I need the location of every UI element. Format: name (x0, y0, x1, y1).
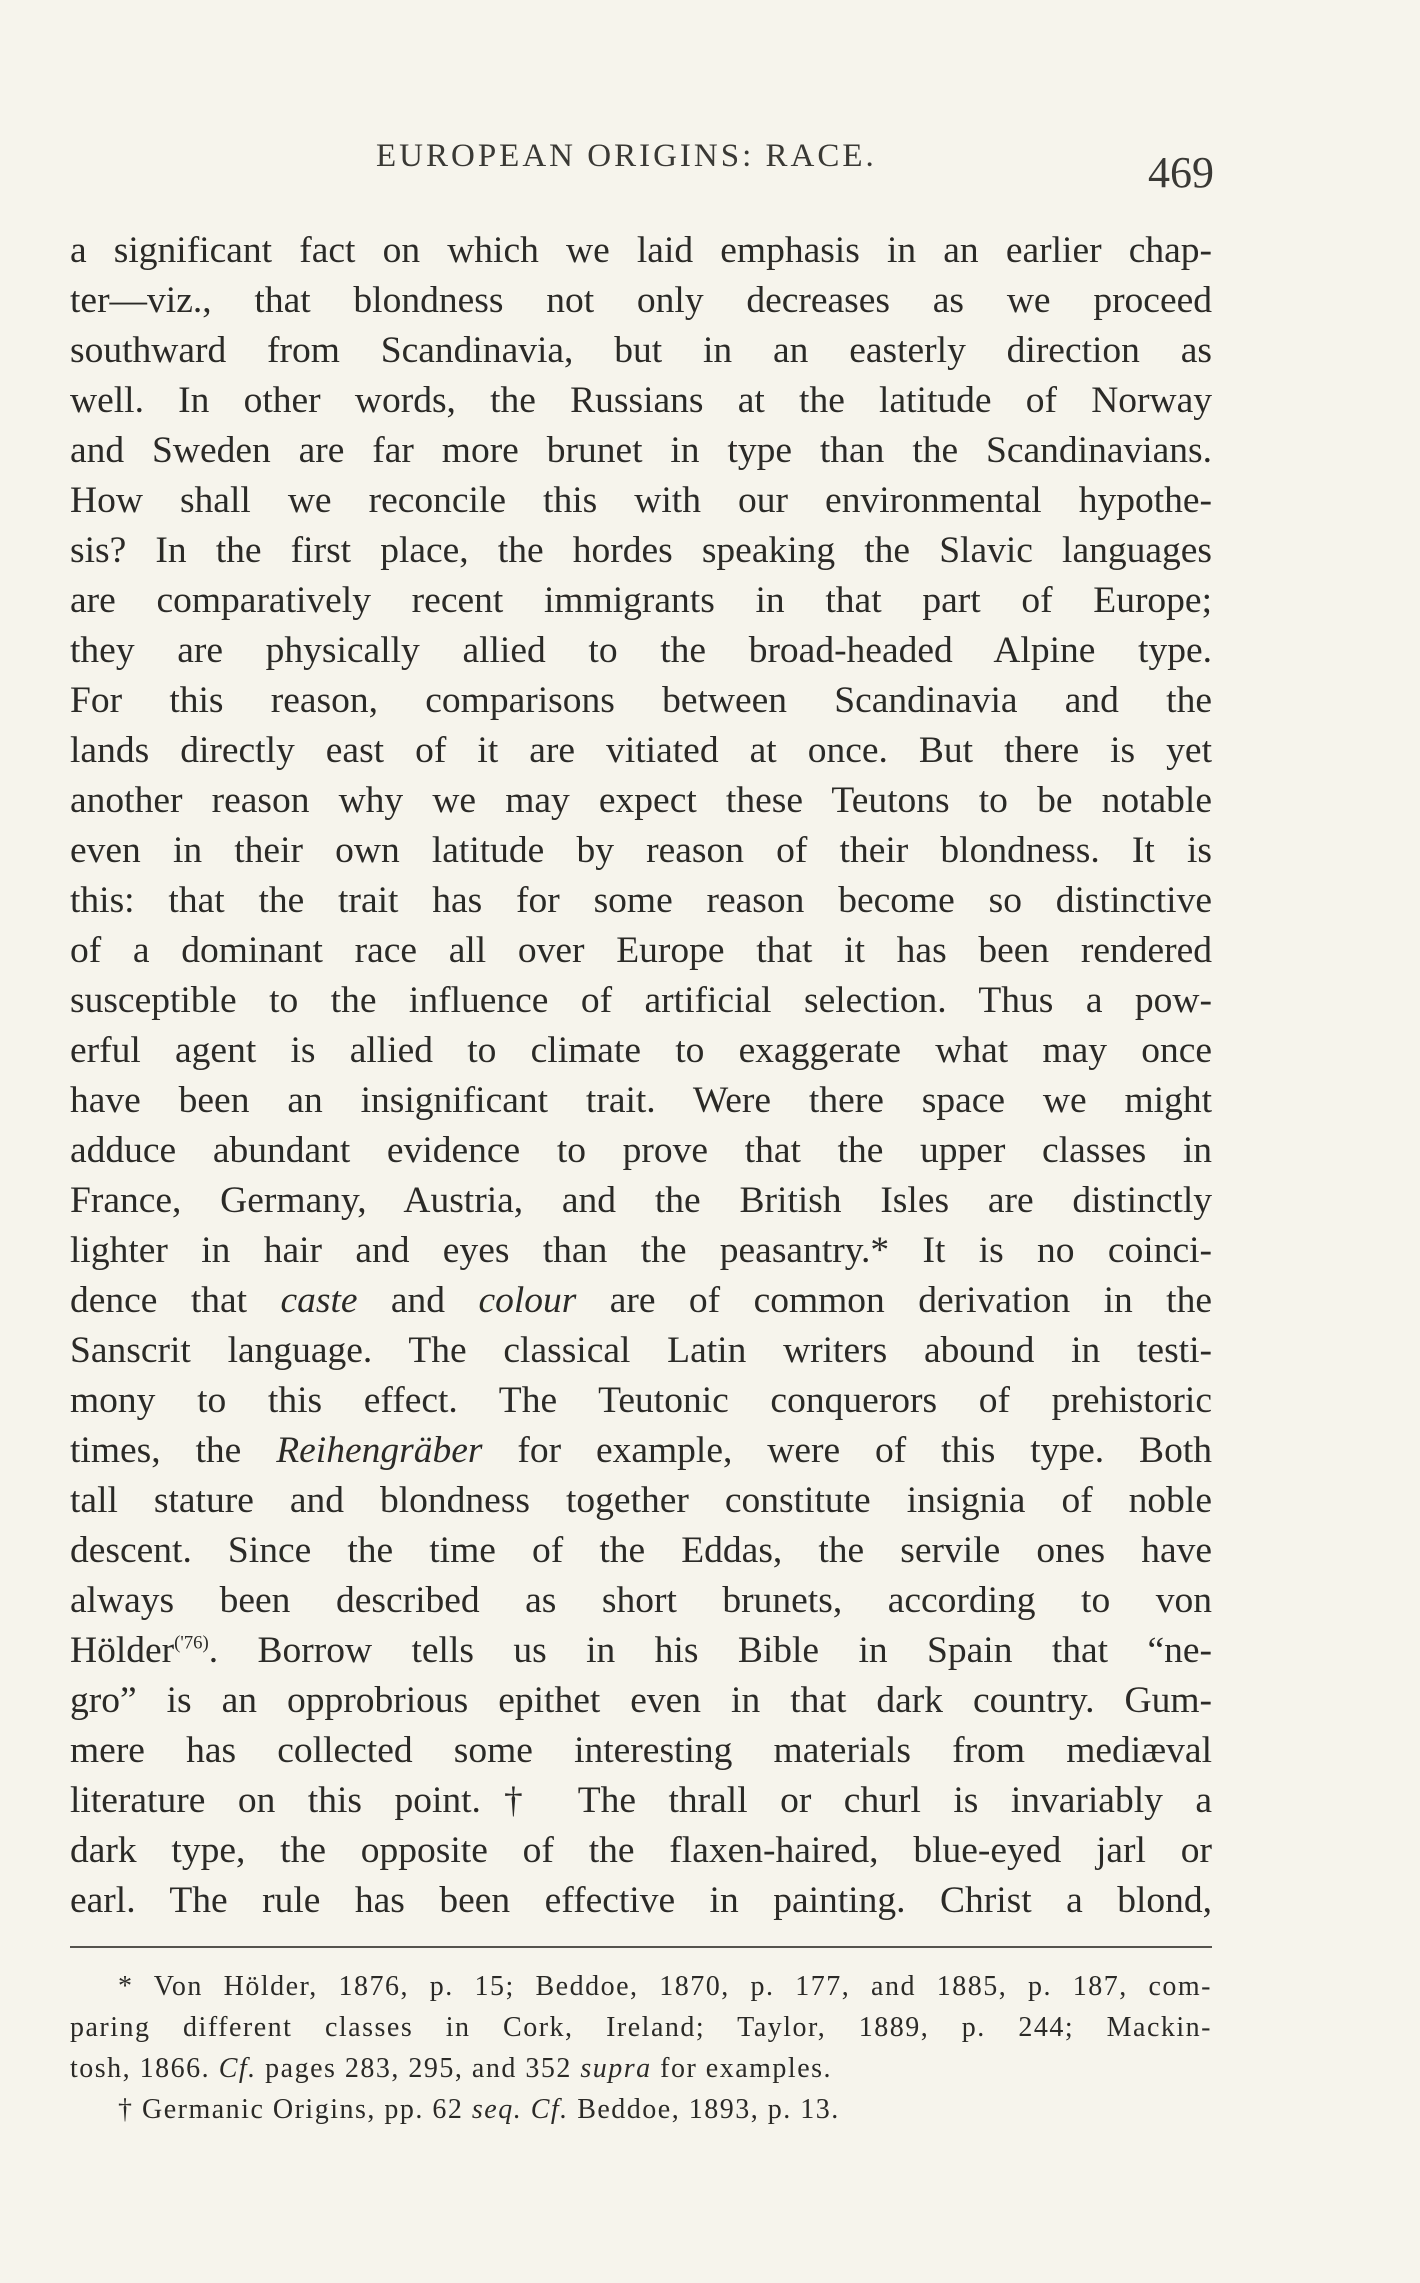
text-run: even in their own latitude by reason of their blondness. It is (70, 830, 1212, 871)
text-line (70, 376, 1212, 426)
text-run: For this reason, comparisons between Scandinavia and the (70, 680, 1212, 721)
text-run: gro” is an opprobrious epithet even in that dark country. Gum- (70, 1680, 1212, 1721)
text-run: times, the (70, 1430, 277, 1471)
text-run: lands directly east of it are vitiated at once. But there is yet (70, 730, 1212, 771)
text-line (70, 226, 1212, 276)
text-run: earl. The rule has been effective in painting. Christ a blond, (70, 1880, 1212, 1921)
text-line (70, 1076, 1212, 1126)
text-run: dark type, the opposite of the flaxen-haired, blue-eyed jarl or (70, 1830, 1212, 1871)
text-run: are of common derivation in the (576, 1280, 1212, 1321)
text-line (70, 1626, 1212, 1676)
text-line (70, 1826, 1212, 1876)
text-line (70, 876, 1212, 926)
footnote-line (70, 2089, 1212, 2130)
text-run: of a dominant race all over Europe that it has been rendered (70, 930, 1212, 971)
text-run: and (357, 1280, 479, 1321)
text-line (70, 1226, 1212, 1276)
text-run: are comparatively recent immigrants in that part of Europe; (70, 580, 1212, 621)
italic-text: seq. (471, 2094, 523, 2125)
text-line (70, 1776, 1212, 1826)
text-line (70, 826, 1212, 876)
footnote-line (70, 2007, 1212, 2048)
text-line (70, 976, 1212, 1026)
text-run: descent. Since the time of the Eddas, the servile ones have (70, 1530, 1212, 1571)
footnotes (70, 1966, 1212, 2130)
text-run: Sanscrit language. The classical Latin writers abound in testi- (70, 1330, 1212, 1371)
text-line (70, 1276, 1212, 1326)
text-run: erful agent is allied to climate to exaggerate what may once (70, 1030, 1212, 1071)
text-run: they are physically allied to the broad-headed Alpine type. (70, 630, 1212, 671)
text-line (70, 776, 1212, 826)
text-run: a significant fact on which we laid emphasis in an earlier chap- (70, 230, 1212, 271)
text-line (70, 1726, 1212, 1776)
text-run: another reason why we may expect these Teutons to be notable (70, 780, 1212, 821)
text-run: adduce abundant evidence to prove that the upper classes in (70, 1130, 1212, 1171)
text-run: pages 283, 295, and 352 (256, 2053, 581, 2084)
text-run: for examples. (651, 2053, 833, 2084)
text-line (70, 1326, 1212, 1376)
text-line (70, 1376, 1212, 1426)
text-line (70, 1576, 1212, 1626)
text-run: paring different classes in Cork, Ireland; Taylor, 1889, p. 244; Mackin- (70, 2012, 1212, 2043)
text-run: tall stature and blondness together constitute insignia of noble (70, 1480, 1212, 1521)
text-run (522, 2094, 531, 2125)
text-run: southward from Scandinavia, but in an easterly direction as (70, 330, 1212, 371)
footnote-line (70, 2048, 1212, 2089)
text-run: mony to this effect. The Teutonic conquerors of prehistoric (70, 1380, 1212, 1421)
text-line (70, 1476, 1212, 1526)
text-line (70, 1126, 1212, 1176)
text-line (70, 1426, 1212, 1476)
text-run: for example, were of this type. Both (482, 1430, 1212, 1471)
body-text (70, 226, 1212, 1926)
text-line (70, 276, 1212, 326)
italic-text: Reihengräber (276, 1430, 483, 1471)
text-run: sis? In the first place, the hordes speaking the Slavic languages (70, 530, 1212, 571)
text-run: Beddoe, 1893, p. 13. (568, 2094, 840, 2125)
text-run: tosh, 1866. (70, 2053, 219, 2084)
text-run: dence that (70, 1280, 281, 1321)
superscript-text: ('76) (174, 1632, 209, 1654)
text-run: Hölder (70, 1630, 175, 1671)
italic-text: colour (478, 1280, 577, 1321)
footnote-line (70, 1966, 1212, 2007)
text-run: susceptible to the influence of artificial selection. Thus a pow- (70, 980, 1212, 1021)
italic-text: Cf. (530, 2094, 569, 2125)
italic-text: supra (580, 2053, 652, 2084)
text-run: this: that the trait has for some reason become so distinctive (70, 880, 1212, 921)
text-line (70, 1026, 1212, 1076)
text-run: . Borrow tells us in his Bible in Spain that “ne- (208, 1630, 1212, 1671)
text-line (70, 1876, 1212, 1926)
text-line (70, 576, 1212, 626)
text-line (70, 526, 1212, 576)
text-line (70, 726, 1212, 776)
text-line (70, 926, 1212, 976)
text-run: * Von Hölder, 1876, p. 15; Beddoe, 1870, p. 177, and 1885, p. 187, com- (118, 1971, 1212, 2002)
text-run: lighter in hair and eyes than the peasantry.* It is no coinci- (70, 1230, 1212, 1271)
text-run: ter—viz., that blondness not only decreases as we proceed (70, 280, 1212, 321)
text-run: How shall we reconcile this with our environmental hypothe- (70, 480, 1212, 521)
text-line (70, 1676, 1212, 1726)
italic-text: caste (280, 1280, 358, 1321)
text-line (70, 626, 1212, 676)
text-line (70, 676, 1212, 726)
text-run: France, Germany, Austria, and the British Isles are distinctly (70, 1180, 1212, 1221)
text-line (70, 476, 1212, 526)
text-run: have been an insignificant trait. Were there space we might (70, 1080, 1212, 1121)
text-run: well. In other words, the Russians at the latitude of Norway (70, 380, 1212, 421)
text-line (70, 326, 1212, 376)
text-run: † Germanic Origins, pp. 62 (118, 2094, 472, 2125)
text-run: always been described as short brunets, according to von (70, 1580, 1212, 1621)
italic-text: Cf. (218, 2053, 257, 2084)
text-run: mere has collected some interesting materials from mediæval (70, 1730, 1212, 1771)
text-run: and Sweden are far more brunet in type than the Scandinavians. (70, 430, 1212, 471)
text-line (70, 426, 1212, 476)
text-run: literature on this point.† The thrall or churl is invariably a (70, 1780, 1212, 1821)
text-line (70, 1526, 1212, 1576)
page-number: 469 (1148, 148, 1214, 197)
footnote-rule (70, 1946, 1212, 1948)
text-line (70, 1176, 1212, 1226)
running-head: EUROPEAN ORIGINS: RACE. (376, 138, 877, 174)
